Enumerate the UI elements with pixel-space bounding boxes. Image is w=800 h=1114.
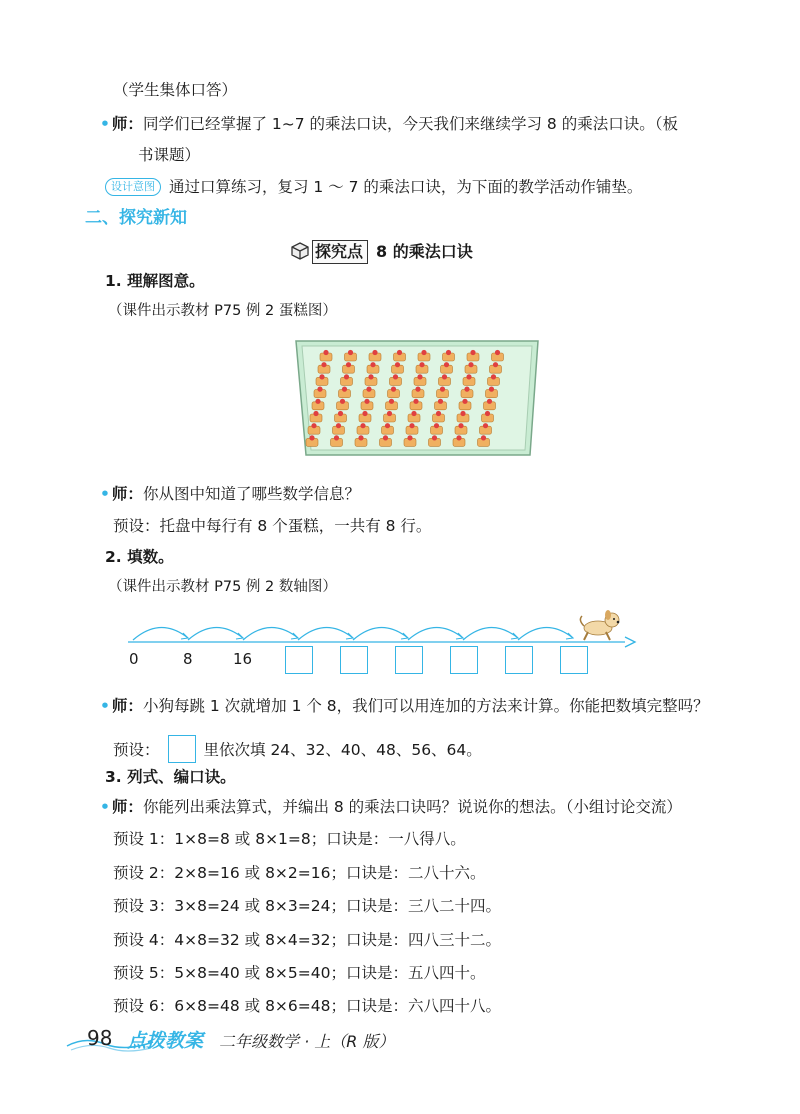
preset-line-4: 预设 4：4×8=32 或 8×4=32；口诀是：四八三十二。 [113, 931, 501, 949]
section-heading: 二、探究新知 [85, 208, 187, 228]
preset-line-2: 预设 2：2×8=16 或 8×2=16；口诀是：二八十六。 [113, 864, 486, 882]
jump-arc [243, 627, 298, 640]
design-intent-badge: 设计意图 [105, 178, 161, 196]
number-blank-box[interactable] [505, 646, 533, 674]
topic-heading [290, 240, 473, 267]
jump-arc [408, 627, 463, 640]
number-blank-box[interactable] [560, 646, 588, 674]
speaker-label: 师： [111, 485, 143, 503]
bullet-dot: • [100, 115, 110, 133]
dog-icon [580, 610, 619, 640]
bullet-dot: • [100, 485, 110, 503]
preset-q2-text: 里依次填 24、32、40、48、56、64。 [203, 741, 482, 759]
blank-box-icon [168, 735, 196, 763]
jump-arc [518, 627, 573, 640]
jump-arc [133, 627, 188, 640]
topic-title: 8 的乘法口诀 [376, 242, 473, 261]
cube-icon [290, 241, 310, 267]
number-label-0: 0 [129, 650, 139, 668]
line-preset-q1: 预设：托盘中每行有 8 个蛋糕，一共有 8 行。 [113, 517, 432, 535]
step-2-heading: 2. 填数。 [105, 548, 174, 566]
cake-tray-illustration [292, 337, 542, 463]
number-blank-box[interactable] [285, 646, 313, 674]
bullet-dot: • [100, 798, 110, 816]
step-1-note: （课件出示教材 P75 例 2 蛋糕图） [108, 303, 337, 319]
bullet-dot: • [100, 697, 110, 715]
teacher-intro-text: 同学们已经掌握了 1~7 的乘法口诀，今天我们来继续学习 8 的乘法口诀。（板 [142, 115, 678, 133]
number-line-illustration [120, 602, 640, 678]
page-footer [65, 1024, 465, 1054]
number-blank-box[interactable] [340, 646, 368, 674]
line-preset-q2 [113, 735, 482, 763]
line-design-intent [105, 176, 642, 198]
teacher-q3-text: 你能列出乘法算式，并编出 8 的乘法口诀吗？说说你的想法。（小组讨论交流） [142, 798, 682, 816]
step-1-heading: 1. 理解图意。 [105, 272, 205, 290]
preset-line-3: 预设 3：3×8=24 或 8×3=24；口诀是：三八二十四。 [113, 897, 501, 915]
teacher-q2-text: 小狗每跳 1 次就增加 1 个 8，我们可以用连加的方法来计算。你能把数填完整吗？ [142, 697, 709, 715]
speaker-label: 师： [111, 115, 143, 133]
line-teacher-q2 [100, 695, 709, 717]
brand-logo: 点拨教案 [127, 1030, 204, 1052]
axis-arrow-icon [625, 637, 635, 647]
number-blank-box[interactable] [450, 646, 478, 674]
number-blank-box[interactable] [395, 646, 423, 674]
page-number: 98 [87, 1026, 113, 1050]
teacher-q1-text: 你从图中知道了哪些数学信息？ [142, 485, 360, 503]
jump-arc [298, 627, 353, 640]
speaker-label: 师： [111, 697, 143, 715]
line-teacher-q1 [100, 483, 360, 505]
step-3-heading: 3. 列式、编口诀。 [105, 768, 236, 786]
jump-arc [463, 627, 518, 640]
preset-prefix: 预设： [113, 741, 160, 759]
speaker-label: 师： [111, 798, 143, 816]
topic-label: 探究点 [312, 240, 368, 264]
preset-line-5: 预设 5：5×8=40 或 8×5=40；口诀是：五八四十。 [113, 964, 486, 982]
jump-arc [353, 627, 408, 640]
number-label-8: 8 [183, 650, 193, 668]
line-teacher-q3 [100, 796, 682, 818]
line-board-title: 书课题） [138, 146, 201, 164]
book-title: 二年级数学 · 上（R 版） [219, 1032, 395, 1051]
line-teacher-intro [100, 113, 678, 135]
design-intent-text: 通过口算练习，复习 1 ～ 7 的乘法口诀，为下面的教学活动作铺垫。 [169, 178, 643, 196]
number-label-16: 16 [233, 650, 253, 668]
line-student-answer: （学生集体口答） [113, 81, 238, 99]
preset-line-1: 预设 1：1×8=8 或 8×1=8；口诀是：一八得八。 [113, 830, 466, 848]
step-2-note: （课件出示教材 P75 例 2 数轴图） [108, 579, 337, 595]
preset-line-6: 预设 6：6×8=48 或 8×6=48；口诀是：六八四十八。 [113, 997, 501, 1015]
jump-arc [188, 627, 243, 640]
